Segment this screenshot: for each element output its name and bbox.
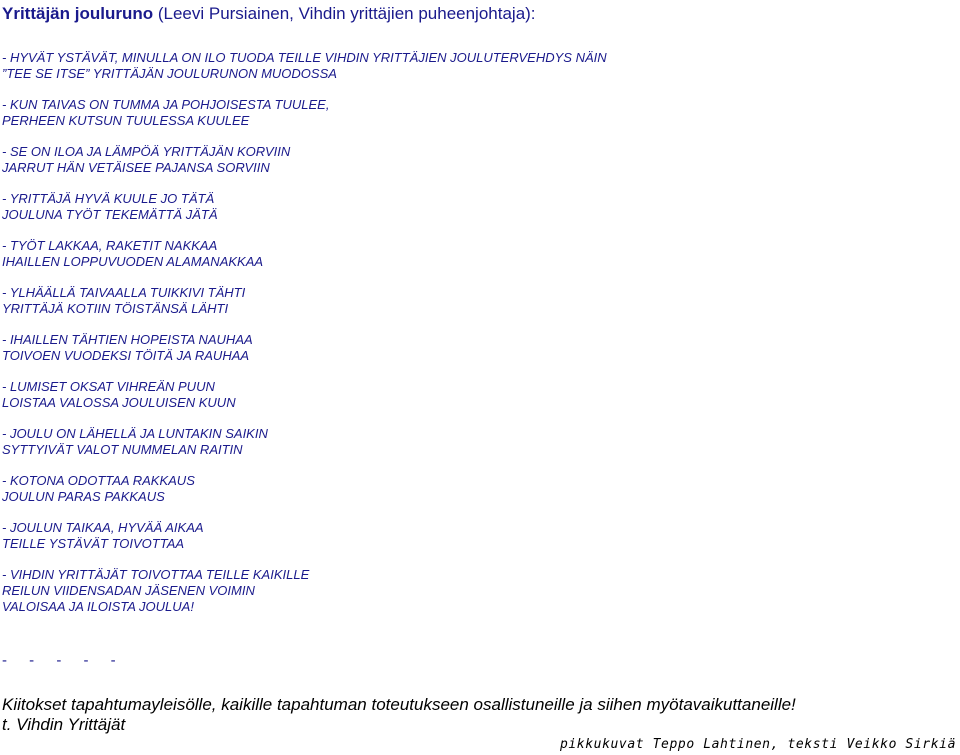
poem-line: REILUN VIIDENSADAN JÄSENEN VOIMIN <box>2 583 255 598</box>
poem-title-main: Yrittäjän jouluruno <box>2 4 154 23</box>
poem-line: - SE ON ILOA JA LÄMPÖÄ YRITTÄJÄN KORVIIN <box>2 144 291 159</box>
poem-line: - HYVÄT YSTÄVÄT, MINULLA ON ILO TUODA TEILLE VIHDIN YRITTÄJIEN JOULUTERVEHDYS NÄIN <box>2 50 607 65</box>
poem-line: - JOULUN TAIKAA, HYVÄÄ AIKAA <box>2 520 204 535</box>
poem-line: JOULUN PARAS PAKKAUS <box>2 489 165 504</box>
signature-line: t. Vihdin Yrittäjät <box>2 715 126 734</box>
poem-line: JOULUNA TYÖT TEKEMÄTTÄ JÄTÄ <box>2 207 218 222</box>
poem-line: - KUN TAIVAS ON TUMMA JA POHJOISESTA TUULEE, <box>2 97 330 112</box>
poem-line: LOISTAA VALOSSA JOULUISEN KUUN <box>2 395 236 410</box>
poem-stanza <box>2 473 607 505</box>
poem-line: - LUMISET OKSAT VIHREÄN PUUN <box>2 379 215 394</box>
poem-line: YRITTÄJÄ KOTIIN TÖISTÄNSÄ LÄHTI <box>2 301 229 316</box>
poem-line: JARRUT HÄN VETÄISEE PAJANSA SORVIIN <box>2 160 270 175</box>
poem-stanza <box>2 50 607 82</box>
poem-body <box>2 50 607 630</box>
poem-line: - TYÖT LAKKAA, RAKETIT NAKKAA <box>2 238 218 253</box>
poem-title <box>2 4 536 24</box>
poem-line: - YRITTÄJÄ HYVÄ KUULE JO TÄTÄ <box>2 191 215 206</box>
poem-line: SYTTYIVÄT VALOT NUMMELAN RAITIN <box>2 442 243 457</box>
poem-stanza <box>2 379 607 411</box>
poem-stanza <box>2 238 607 270</box>
poem-line: - IHAILLEN TÄHTIEN HOPEISTA NAUHAA <box>2 332 253 347</box>
poem-stanza <box>2 144 607 176</box>
poem-line: PERHEEN KUTSUN TUULESSA KUULEE <box>2 113 250 128</box>
poem-stanza <box>2 426 607 458</box>
poem-line: ”TEE SE ITSE” YRITTÄJÄN JOULURUNON MUODOSSA <box>2 66 337 81</box>
poem-line: IHAILLEN LOPPUVUODEN ALAMANAKKAA <box>2 254 264 269</box>
poem-line: TOIVOEN VUODEKSI TÖITÄ JA RAUHAA <box>2 348 250 363</box>
poem-line: TEILLE YSTÄVÄT TOIVOTTAA <box>2 536 185 551</box>
poem-stanza <box>2 191 607 223</box>
thanks-line: Kiitokset tapahtumayleisölle, kaikille tapahtuman toteutukseen osallistuneille ja siihen myötavaikuttaneille! <box>2 695 796 714</box>
poem-line: - KOTONA ODOTTAA RAKKAUS <box>2 473 195 488</box>
poem-stanza <box>2 520 607 552</box>
thanks-note <box>2 695 796 735</box>
separator-dashes: - - - - - <box>2 652 125 669</box>
poem-title-author: (Leevi Pursiainen, Vihdin yrittäjien puheenjohtaja): <box>153 4 536 23</box>
poem-line: VALOISAA JA ILOISTA JOULUA! <box>2 599 194 614</box>
photo-text-credit: pikkukuvat Teppo Lahtinen, teksti Veikko Sirkiä <box>559 737 956 752</box>
poem-stanza <box>2 285 607 317</box>
poem-line: - YLHÄÄLLÄ TAIVAALLA TUIKKIVI TÄHTI <box>2 285 246 300</box>
poem-line: - JOULU ON LÄHELLÄ JA LUNTAKIN SAIKIN <box>2 426 268 441</box>
poem-line: - VIHDIN YRITTÄJÄT TOIVOTTAA TEILLE KAIKILLE <box>2 567 310 582</box>
poem-stanza <box>2 567 607 615</box>
poem-stanza <box>2 332 607 364</box>
poem-stanza <box>2 97 607 129</box>
